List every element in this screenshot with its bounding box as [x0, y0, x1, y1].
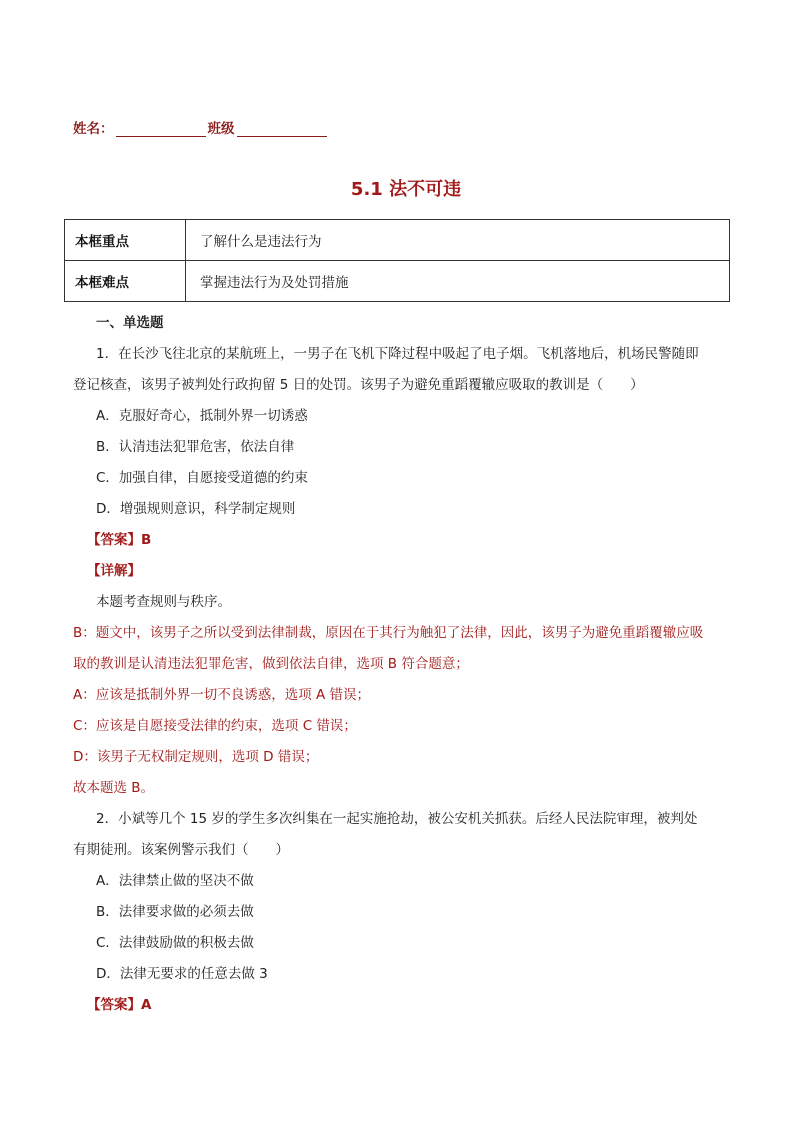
question-1-analysis-line-2: 取的教训是认清违法犯罪危害，做到依法自律，选项 B 符合题意； [73, 656, 469, 672]
question-1-analysis-line-1: B：题文中，该男子之所以受到法律制裁，原因在于其行为触犯了法律，因此，该男子为避免重蹈覆辙应吸 [73, 625, 704, 641]
question-2-option-b: B．法律要求做的必须去做 [96, 904, 254, 920]
answer-label: 【答案】 [87, 532, 141, 548]
question-1-stem-line-1: 1．在长沙飞往北京的某航班上，一男子在飞机下降过程中吸起了电子烟。飞机落地后，机场民警随即 [96, 346, 699, 362]
question-1-detail-intro: 本题考查规则与秩序。 [96, 594, 231, 610]
question-1-conclusion: 故本题选 B。 [73, 780, 155, 796]
question-2-stem-line-1: 2．小斌等几个 15 岁的学生多次纠集在一起实施抢劫，被公安机关抓获。后经人民法院审理，被判处 [96, 811, 698, 827]
question-1-analysis-line-5: D：该男子无权制定规则，选项 D 错误； [73, 749, 319, 765]
focus-difficulty-value: 掌握违法行为及处罚措施 [186, 261, 730, 302]
name-class-line [73, 117, 327, 137]
question-2-option-a: A．法律禁止做的坚决不做 [96, 873, 254, 889]
question-1-analysis-line-3: A：应该是抵制外界一切不良诱惑，选项 A 错误； [73, 687, 371, 703]
focus-key-label: 本框重点 [65, 220, 186, 261]
name-blank[interactable] [116, 120, 206, 137]
table-row [65, 261, 730, 302]
question-1-option-a: A．克服好奇心，抵制外界一切诱惑 [96, 408, 308, 424]
question-1-answer [73, 525, 723, 556]
question-1-analysis-line-4: C：应该是自愿接受法律的约束，选项 C 错误； [73, 718, 357, 734]
class-label: 班级 [207, 121, 235, 137]
answer-label: 【答案】 [87, 997, 141, 1013]
question-2-option-c: C．法律鼓励做的积极去做 [96, 935, 254, 951]
focus-table [64, 219, 730, 302]
focus-key-value: 了解什么是违法行为 [186, 220, 730, 261]
question-2-stem-line-2: 有期徒刑。该案例警示我们（ ） [73, 842, 289, 858]
question-2-option-d: D．法律无要求的任意去做 3 [96, 966, 268, 982]
question-1-option-b: B．认清违法犯罪危害，依法自律 [96, 439, 295, 455]
content-body [73, 308, 723, 1021]
answer-value: A [141, 997, 152, 1013]
question-1-option-d: D．增强规则意识，科学制定规则 [96, 501, 296, 517]
question-2-answer [73, 990, 723, 1021]
class-blank[interactable] [237, 120, 327, 137]
question-1-stem-line-2: 登记核查，该男子被判处行政拘留 5 日的处罚。该男子为避免重蹈覆辙应吸取的教训是（ ） [73, 377, 644, 393]
answer-value: B [141, 532, 152, 548]
question-1-detail-label: 【详解】 [87, 563, 141, 579]
page-title: 5.1 法不可违 [350, 179, 462, 200]
name-label: 姓名： [73, 121, 114, 137]
focus-difficulty-label: 本框难点 [65, 261, 186, 302]
table-row [65, 220, 730, 261]
section-title: 一、单选题 [96, 315, 164, 331]
question-1-option-c: C．加强自律，自愿接受道德的约束 [96, 470, 308, 486]
